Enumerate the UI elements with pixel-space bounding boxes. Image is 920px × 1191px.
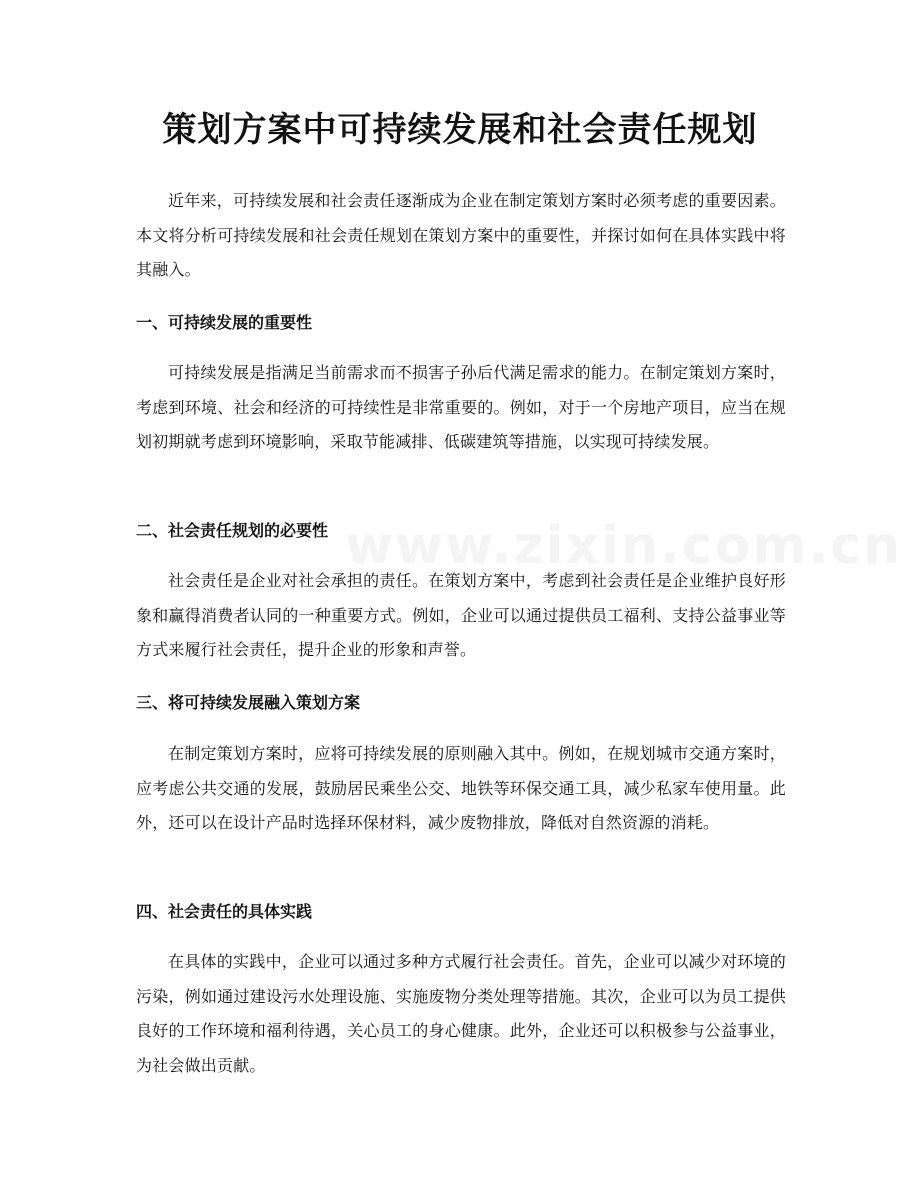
section-heading-3: 三、将可持续发展融入策划方案: [136, 693, 361, 712]
section-body-3: 在制定策划方案时，应将可持续发展的原则融入其中。例如，在规划城市交通方案时，应考虑公共交通的发展，鼓励居民乘坐公交、地铁等环保交通工具，减少私家车使用量。此外，还可以在设计产品时选择环保材料，减少废物排放，降低对自然资源的消耗。: [136, 744, 786, 832]
section-heading-4: 四、社会责任的具体实践: [136, 902, 313, 921]
watermark: www.zixin.com.cn: [345, 516, 903, 576]
section-body-2: 社会责任是企业对社会承担的责任。在策划方案中，考虑到社会责任是企业维护良好形象和赢得消费者认同的一种重要方式。例如，企业可以通过提供员工福利、支持公益事业等方式来履行社会责任，提升企业的形象和声誉。: [136, 571, 786, 659]
section-body-1: 可持续发展是指满足当前需求而不损害子孙后代满足需求的能力。在制定策划方案时，考虑到环境、社会和经济的可持续性是非常重要的。例如，对于一个房地产项目，应当在规划初期就考虑到环境影响，采取节能减排、低碳建筑等措施，以实现可持续发展。: [136, 363, 786, 451]
intro-paragraph: 近年来，可持续发展和社会责任逐渐成为企业在制定策划方案时必须考虑的重要因素。本文将分析可持续发展和社会责任规划在策划方案中的重要性，并探讨如何在具体实践中将其融入。: [136, 191, 786, 279]
section-body-4: 在具体的实践中，企业可以通过多种方式履行社会责任。首先，企业可以减少对环境的污染，例如通过建设污水处理设施、实施废物分类处理等措施。其次，企业可以为员工提供良好的工作环境和福利待遇，关心员工的身心健康。此外，企业还可以积极参与公益事业，为社会做出贡献。: [136, 952, 786, 1075]
section-heading-1: 一、可持续发展的重要性: [136, 313, 313, 332]
page-title: 策划方案中可持续发展和社会责任规划: [162, 110, 758, 150]
section-heading-2: 二、社会责任规划的必要性: [136, 521, 329, 540]
